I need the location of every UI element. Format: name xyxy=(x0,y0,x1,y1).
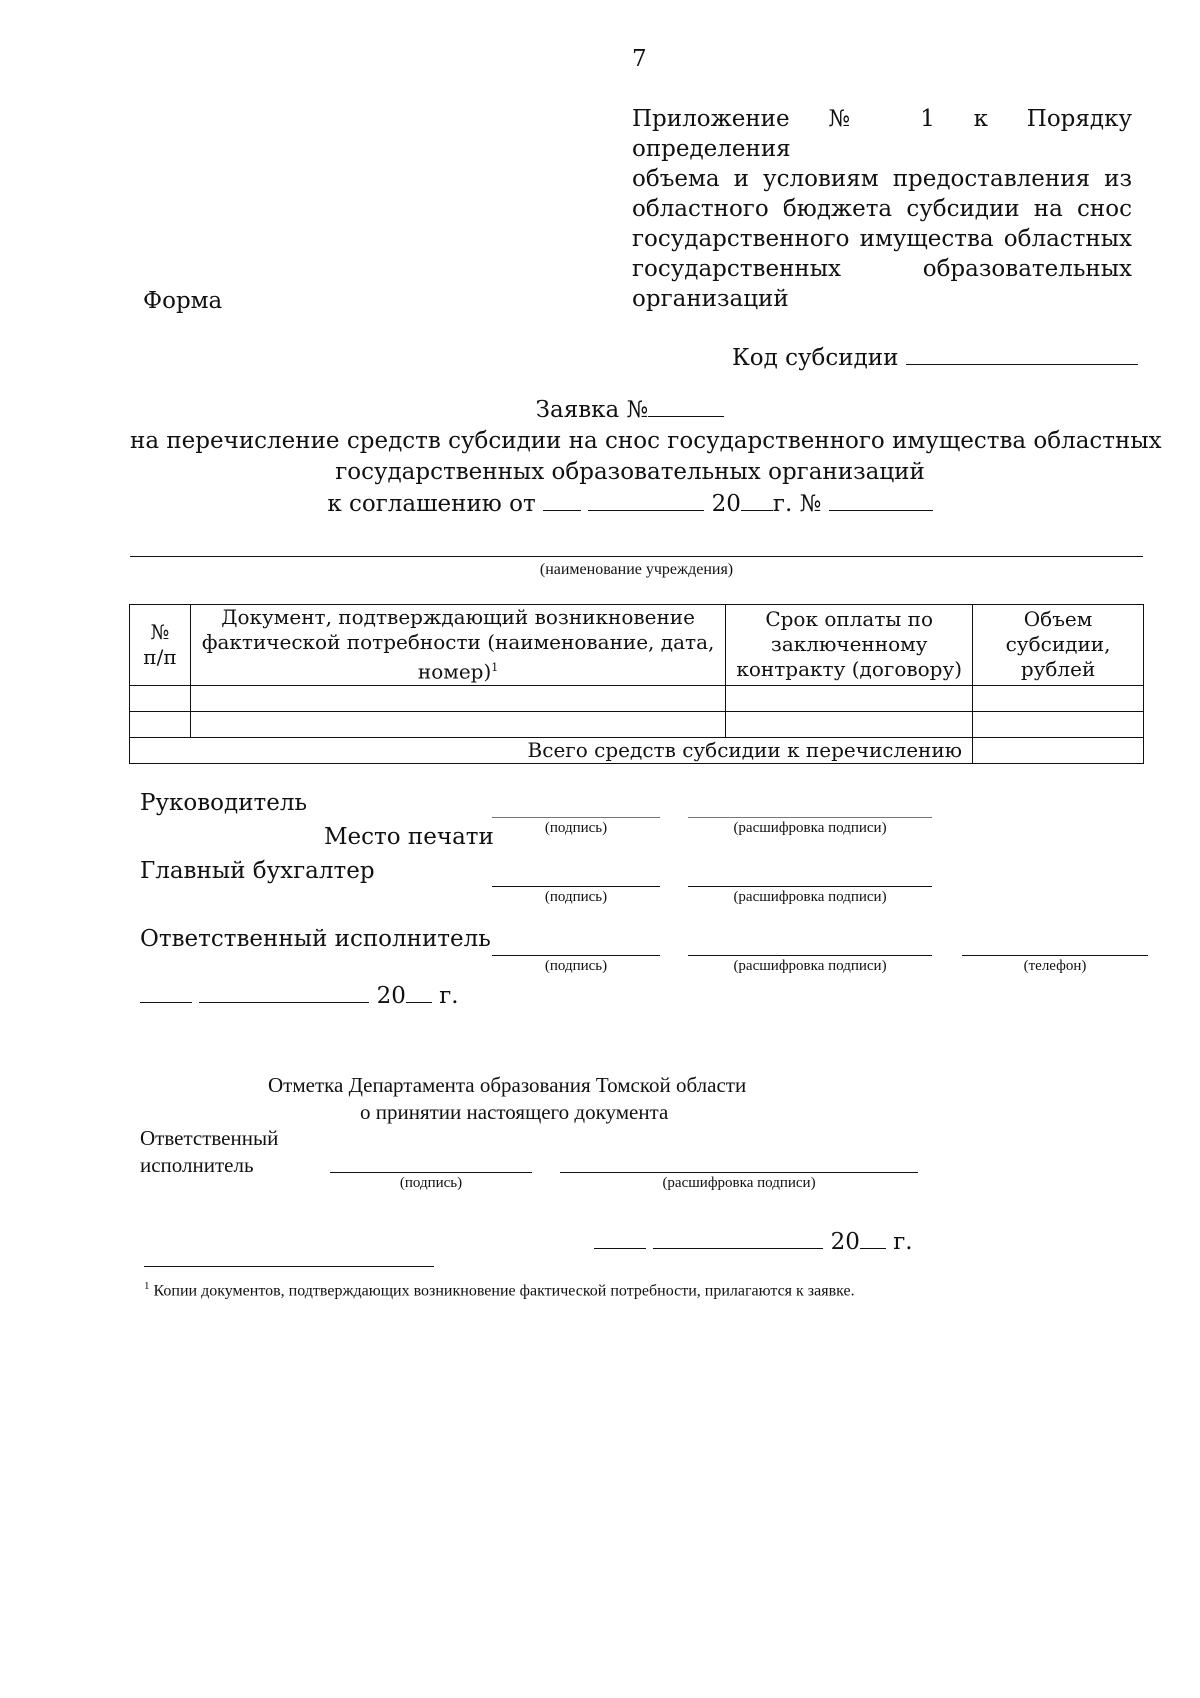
page-number: 7 xyxy=(632,46,647,72)
sign-date-suffix: г. xyxy=(439,983,459,1009)
dept-date-day-field[interactable] xyxy=(594,1226,646,1249)
agreement-year-field[interactable] xyxy=(741,488,773,511)
header-document-line: фактической потребности (наименование, дата, xyxy=(201,630,715,654)
dept-date-month-field[interactable] xyxy=(653,1226,823,1249)
institution-caption: (наименование учреждения) xyxy=(539,561,734,578)
header-amount-line: субсидии, xyxy=(1005,632,1111,657)
dept-signature-field[interactable] xyxy=(330,1172,532,1173)
request-subtitle-line2: государственных образовательных организаций xyxy=(335,459,925,485)
table-cell[interactable] xyxy=(726,711,973,737)
table-row xyxy=(130,685,1144,711)
accountant-decode-field[interactable] xyxy=(688,886,932,887)
subsidy-code-field[interactable] xyxy=(906,340,1138,365)
header-due-line: заключенному xyxy=(770,632,928,657)
request-subtitle-line1: на перечисление средств субсидии на снос государственного имущества областных xyxy=(130,428,1162,454)
header-number-line: № xyxy=(150,619,170,644)
total-label: Всего средств субсидии к перечислению xyxy=(130,737,973,763)
header-amount-line: рублей xyxy=(1020,657,1096,682)
responsible-signature-caption: (подпись) xyxy=(544,958,608,974)
sign-date-year-field[interactable] xyxy=(406,980,432,1003)
dept-decode-field[interactable] xyxy=(560,1172,918,1173)
accountant-signature-field[interactable] xyxy=(492,886,660,887)
agreement-day-field[interactable] xyxy=(543,488,581,511)
subsidy-code-row xyxy=(732,340,1138,373)
head-signature-caption: (подпись) xyxy=(544,820,608,836)
appendix-line: областного бюджета субсидии на снос xyxy=(632,196,1132,222)
header-document xyxy=(190,605,725,686)
sign-date-year-prefix: 20 xyxy=(376,983,406,1009)
agreement-line xyxy=(130,488,1130,520)
agreement-month-field[interactable] xyxy=(588,488,704,511)
responsible-signature-field[interactable] xyxy=(492,955,660,956)
table-cell[interactable] xyxy=(726,685,973,711)
dept-responsible-line1: Ответственный xyxy=(140,1126,279,1150)
head-signature-field[interactable] xyxy=(492,817,660,818)
sign-date-day-field[interactable] xyxy=(140,980,192,1003)
request-number-field[interactable] xyxy=(648,394,724,417)
dept-date-suffix: г. xyxy=(893,1229,913,1255)
footnote xyxy=(144,1280,855,1300)
table-cell[interactable] xyxy=(190,685,725,711)
accountant-signature-caption: (подпись) xyxy=(544,889,608,905)
header-document-last: номер) xyxy=(417,659,492,684)
responsible-phone-field[interactable] xyxy=(962,955,1148,956)
responsible-decode-field[interactable] xyxy=(688,955,932,956)
footnote-rule xyxy=(144,1266,434,1267)
header-amount xyxy=(973,605,1144,686)
table-cell[interactable] xyxy=(190,711,725,737)
footnote-number: 1 xyxy=(144,1280,150,1292)
header-due-line: контракту (договору) xyxy=(736,657,963,682)
dept-decode-caption: (расшифровка подписи) xyxy=(662,1175,816,1191)
agreement-year-prefix: 20 xyxy=(711,491,741,517)
header-document-line: Документ, подтверждающий возникновение xyxy=(221,605,695,629)
chief-accountant-label: Главный бухгалтер xyxy=(140,858,375,884)
appendix-line: объема и условиям предоставления из xyxy=(632,166,1132,192)
head-decode-caption: (расшифровка подписи) xyxy=(733,820,887,836)
sign-date-month-field[interactable] xyxy=(199,980,369,1003)
phone-caption: (телефон) xyxy=(1023,958,1087,974)
appendix-line: государственных образовательных xyxy=(632,256,1132,282)
head-label: Руководитель xyxy=(140,790,307,816)
table-cell[interactable] xyxy=(130,685,191,711)
table-total-row xyxy=(130,737,1144,763)
responsible-decode-caption: (расшифровка подписи) xyxy=(733,958,887,974)
table-row xyxy=(130,711,1144,737)
header-number xyxy=(130,605,191,686)
header-document-line xyxy=(191,655,725,685)
appendix-line: организаций xyxy=(632,286,789,312)
dept-signature-caption: (подпись) xyxy=(399,1175,463,1191)
footnote-text: Копии документов, подтверждающих возникновение фактической потребности, прилагаются к заявке. xyxy=(153,1282,855,1300)
appendix-line: государственного имущества областных xyxy=(632,226,1132,252)
header-due-line: Срок оплаты по xyxy=(765,607,934,632)
payment-table xyxy=(129,604,1144,764)
table-header-row xyxy=(130,605,1144,686)
table-cell[interactable] xyxy=(973,685,1144,711)
dept-date-row xyxy=(594,1226,913,1257)
appendix-header xyxy=(632,104,1132,314)
request-title-block xyxy=(130,394,1162,520)
agreement-prefix: к соглашению от xyxy=(327,491,536,517)
table-cell[interactable] xyxy=(130,711,191,737)
table-cell[interactable] xyxy=(973,711,1144,737)
footnote-mark: 1 xyxy=(491,661,499,674)
responsible-label: Ответственный исполнитель xyxy=(140,926,491,952)
dept-date-year-prefix: 20 xyxy=(830,1229,860,1255)
agreement-year-suffix: г. № xyxy=(772,491,822,517)
dept-date-year-field[interactable] xyxy=(860,1226,886,1249)
form-label: Форма xyxy=(143,288,223,314)
institution-name-field[interactable] xyxy=(130,556,1143,557)
dept-responsible-line2: исполнитель xyxy=(140,1153,254,1177)
department-mark-line1: Отметка Департамента образования Томской области xyxy=(268,1073,747,1097)
subsidy-code-label: Код субсидии xyxy=(732,345,899,371)
agreement-number-field[interactable] xyxy=(829,488,933,511)
header-amount-line: Объем xyxy=(1023,607,1093,632)
accountant-decode-caption: (расшифровка подписи) xyxy=(733,889,887,905)
head-decode-field[interactable] xyxy=(688,817,932,818)
department-mark-line2: о принятии настоящего документа xyxy=(360,1100,669,1124)
header-due-date xyxy=(726,605,973,686)
appendix-line: Приложение № 1 к Порядку определения xyxy=(632,106,1132,162)
request-title: Заявка № xyxy=(535,397,649,423)
total-amount-cell[interactable] xyxy=(973,737,1144,763)
seal-label: Место печати xyxy=(324,824,494,850)
sign-date-row xyxy=(140,980,459,1011)
header-number-line: п/п xyxy=(143,644,177,669)
request-title-line xyxy=(130,394,1130,426)
